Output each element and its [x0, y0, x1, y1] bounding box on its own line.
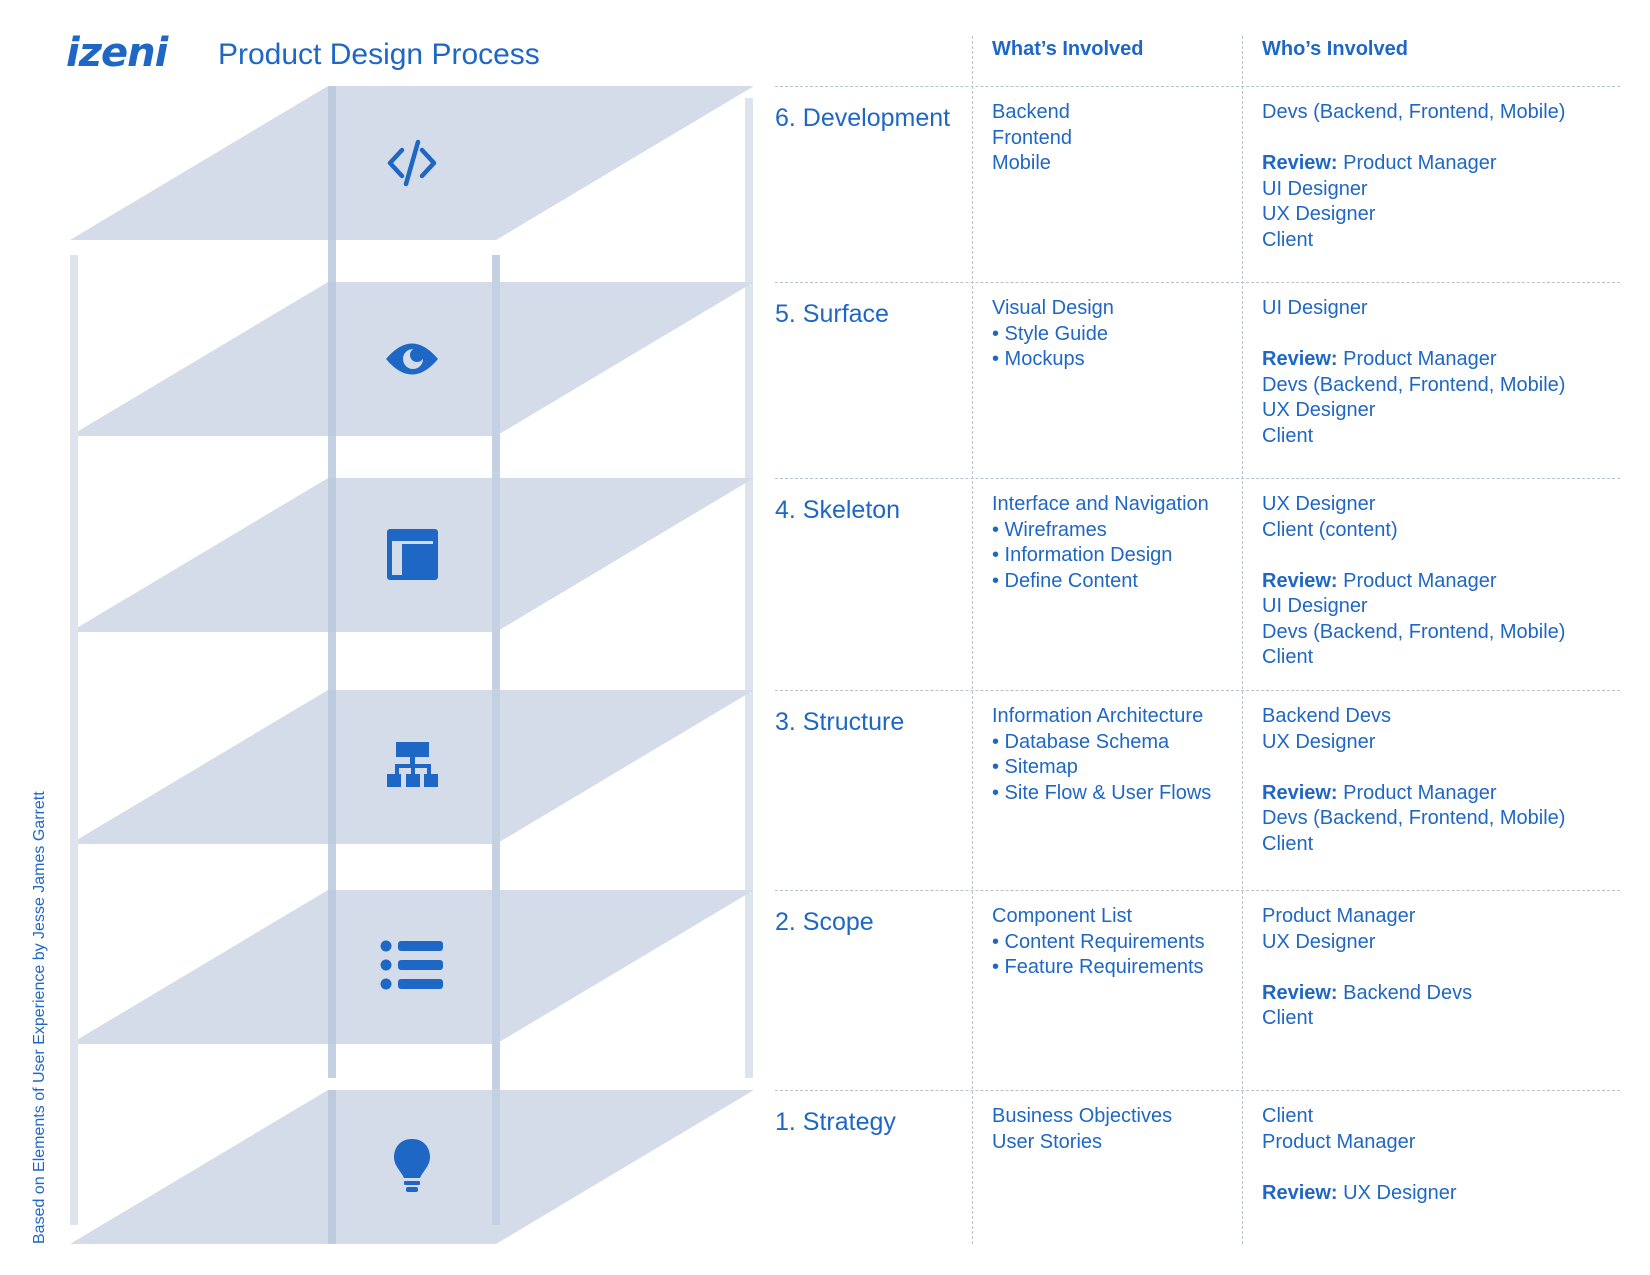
review-line — [1262, 981, 1622, 1007]
front-right-post — [492, 255, 500, 1225]
row-divider — [775, 890, 1620, 891]
whats-involved-cell — [992, 704, 1252, 806]
who-item: UX Designer — [1262, 730, 1376, 753]
whats-item: Frontend — [992, 126, 1073, 149]
whats-item: Business Objectives — [992, 1105, 1173, 1127]
review-label: Review: — [1262, 569, 1338, 592]
who-item: UX Designer — [1262, 930, 1376, 953]
whats-item: User Stories — [992, 1130, 1103, 1153]
review-item: Product Manager — [1343, 152, 1497, 174]
list-icon — [381, 941, 444, 990]
review-item: Client — [1262, 228, 1314, 251]
whos-involved-cell — [1262, 704, 1622, 857]
page-title: Product Design Process — [218, 38, 540, 71]
review-item: Client — [1262, 1007, 1314, 1029]
who-item: Devs (Backend, Frontend, Mobile) — [1262, 101, 1566, 123]
whats-involved-header: What’s Involved — [992, 38, 1144, 60]
front-left-post — [70, 255, 78, 1225]
row-divider — [775, 86, 1620, 87]
review-item: Product Manager — [1343, 348, 1497, 370]
whats-item: • Define Content — [992, 569, 1138, 592]
row-divider — [775, 478, 1620, 479]
whats-item: • Content Requirements — [992, 930, 1205, 953]
review-item: Backend Devs — [1343, 981, 1473, 1004]
whats-item: • Feature Requirements — [992, 956, 1204, 978]
spacer — [1262, 755, 1622, 781]
review-label: Review: — [1262, 981, 1338, 1004]
who-item: UI Designer — [1262, 297, 1368, 319]
who-item: Client (content) — [1262, 518, 1398, 541]
whats-involved-cell — [992, 100, 1252, 177]
review-line — [1262, 781, 1622, 807]
review-item: UX Designer — [1343, 1181, 1457, 1204]
who-item: Backend Devs — [1262, 705, 1391, 727]
izeni-logo: izeni — [66, 30, 168, 76]
row-divider — [775, 1090, 1620, 1091]
column-divider — [972, 36, 973, 1244]
spacer — [1262, 126, 1622, 152]
whats-involved-cell — [992, 296, 1252, 373]
review-label: Review: — [1262, 781, 1338, 804]
review-item: Client — [1262, 424, 1314, 447]
whats-item: • Site Flow & User Flows — [992, 781, 1212, 804]
review-item: Devs (Backend, Frontend, Mobile) — [1262, 620, 1566, 643]
who-item: Product Manager — [1262, 905, 1416, 927]
review-item: Devs (Backend, Frontend, Mobile) — [1262, 373, 1566, 396]
row-divider — [775, 282, 1620, 283]
who-item: Product Manager — [1262, 1130, 1416, 1153]
review-item: Devs (Backend, Frontend, Mobile) — [1262, 807, 1566, 829]
review-line — [1262, 347, 1622, 373]
whats-item: Component List — [992, 905, 1133, 927]
whats-involved-cell — [992, 492, 1252, 594]
review-item: Client — [1262, 832, 1314, 855]
review-item: UX Designer — [1262, 399, 1376, 421]
review-line — [1262, 569, 1622, 595]
stage-label: 4. Skeleton — [775, 496, 901, 524]
review-item: Client — [1262, 646, 1314, 668]
whats-item: Information Architecture — [992, 705, 1204, 727]
whats-item: • Wireframes — [992, 518, 1107, 541]
stage-label: 3. Structure — [775, 708, 905, 736]
who-item: Client — [1262, 1105, 1314, 1127]
review-label: Review: — [1262, 348, 1338, 370]
review-item: UX Designer — [1262, 203, 1376, 225]
whats-item: • Database Schema — [992, 730, 1170, 753]
stage-label: 1. Strategy — [775, 1108, 896, 1136]
review-label: Review: — [1262, 1181, 1338, 1204]
layer-stack-diagram — [0, 0, 760, 1275]
whos-involved-header: Who’s Involved — [1262, 38, 1408, 60]
whats-item: Backend — [992, 101, 1070, 123]
review-item: UI Designer — [1262, 177, 1368, 200]
column-divider — [1242, 36, 1243, 1244]
whos-involved-cell — [1262, 100, 1622, 253]
whats-item: • Sitemap — [992, 756, 1078, 778]
spacer — [1262, 955, 1622, 981]
whats-item: • Mockups — [992, 348, 1085, 370]
stage-label: 2. Scope — [775, 908, 874, 936]
review-item: UI Designer — [1262, 595, 1368, 617]
spacer — [1262, 1155, 1622, 1181]
whats-involved-cell — [992, 1104, 1252, 1155]
whos-involved-cell — [1262, 1104, 1622, 1206]
review-line — [1262, 151, 1622, 177]
review-label: Review: — [1262, 152, 1338, 174]
whats-item: Mobile — [992, 152, 1051, 174]
row-divider — [775, 690, 1620, 691]
review-line — [1262, 1181, 1622, 1207]
whos-involved-cell — [1262, 904, 1622, 1032]
whats-involved-cell — [992, 904, 1252, 981]
whats-item: • Information Design — [992, 544, 1173, 566]
whos-involved-cell — [1262, 296, 1622, 449]
whats-item: Visual Design — [992, 297, 1114, 319]
review-item: Product Manager — [1343, 569, 1497, 592]
who-item: UX Designer — [1262, 493, 1376, 515]
spacer — [1262, 322, 1622, 348]
whats-item: Interface and Navigation — [992, 493, 1209, 515]
layout-icon — [387, 529, 438, 580]
stage-label: 5. Surface — [775, 300, 889, 328]
review-item: Product Manager — [1343, 781, 1497, 804]
back-right-post — [745, 98, 753, 1078]
stage-label: 6. Development — [775, 104, 951, 132]
whos-involved-cell — [1262, 492, 1622, 671]
whats-item: • Style Guide — [992, 322, 1108, 345]
credit-text: Based on Elements of User Experience by Jesse James Garrett — [31, 791, 48, 1244]
spacer — [1262, 543, 1622, 569]
